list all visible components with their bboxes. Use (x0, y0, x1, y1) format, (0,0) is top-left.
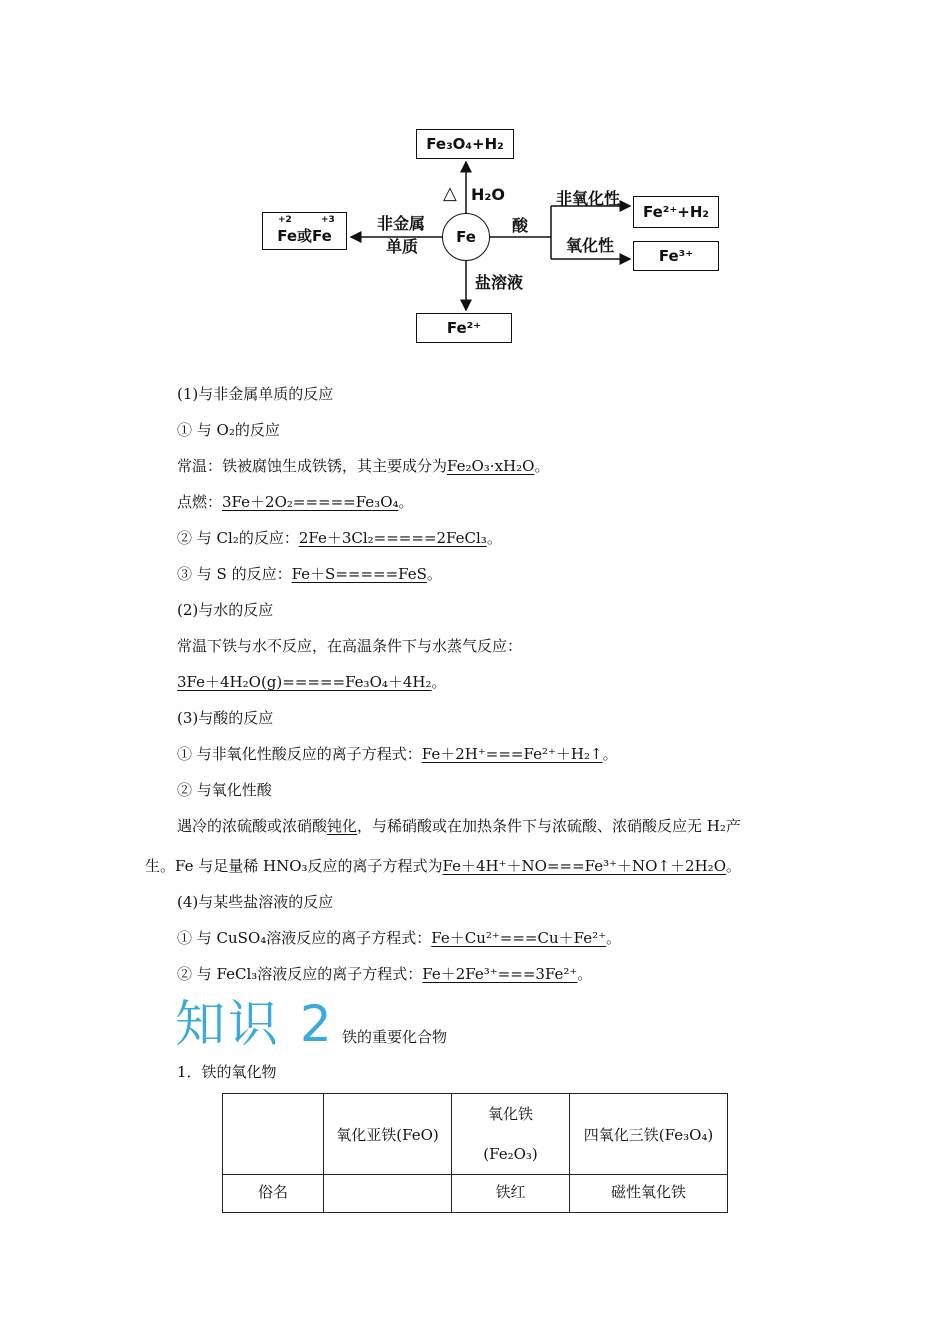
punct: 。 (577, 965, 593, 983)
punct: 。 (431, 673, 447, 691)
section-3-title: (3)与酸的反应 (177, 709, 274, 727)
nonoxidizing-acid-text: ① 与非氧化性酸反应的离子方程式： (177, 745, 422, 763)
oxidizing-acid-title: ② 与氧化性酸 (177, 781, 272, 799)
water-text: 常温下铁与水不反应，在高温条件下与水蒸气反应： (177, 637, 523, 655)
nitric-text: 生。Fe 与足量稀 HNO₃反应的离子方程式为 (145, 857, 443, 875)
room-temp-text: 常温：铁被腐蚀生成铁锈，其主要成分为 (177, 457, 448, 475)
cuso4-line (177, 928, 621, 948)
cuso4-text: ① 与 CuSO₄溶液反应的离子方程式： (177, 929, 432, 947)
salt-solution-label: 盐溶液 (475, 273, 524, 292)
fecl3-text: ② 与 FeCl₃溶液反应的离子方程式： (177, 965, 423, 983)
section-1-title: (1)与非金属单质的反应 (177, 385, 334, 403)
section-4-title: (4)与某些盐溶液的反应 (177, 893, 334, 911)
section-2-title: (2)与水的反应 (177, 601, 274, 619)
room-temp-line (177, 456, 549, 476)
burn-text: 点燃： (177, 493, 223, 511)
right-bottom-box: Fe³⁺ (633, 241, 719, 271)
nonmetal-label-2: 单质 (386, 237, 419, 256)
punct: 。 (534, 457, 550, 475)
knowledge-2-heading: 知识 2 (175, 995, 335, 1053)
iron-center-node: Fe (442, 213, 490, 261)
passivation-text-1: 遇冷的浓硫酸或浓硝酸 (177, 817, 328, 835)
left-ox-state-2: +3 (321, 215, 335, 225)
water-label: H₂O (471, 185, 505, 204)
fecl3-formula: Fe＋2Fe³⁺===3Fe²⁺ (422, 965, 578, 983)
table-header-cell (223, 1094, 324, 1175)
passivation-term: 钝化 (327, 817, 358, 835)
nonoxidizing-label: 非氧化性 (556, 189, 621, 208)
table-cell: 磁性氧化铁 (570, 1175, 728, 1213)
water-formula: 3Fe＋4H₂O(g)=====Fe₃O₄＋4H₂ (177, 673, 432, 691)
fe2o3-formula: (Fe₂O₃) (483, 1145, 538, 1163)
passivation-line (177, 816, 741, 836)
table-header-row (223, 1094, 728, 1175)
table-cell: 铁红 (452, 1175, 570, 1213)
acid-label: 酸 (512, 216, 529, 235)
iron-oxides-title: 1．铁的氧化物 (177, 1063, 277, 1081)
right-top-box: Fe²⁺+H₂ (633, 196, 719, 228)
punct: 。 (426, 565, 442, 583)
cl2-text: ② 与 Cl₂的反应： (177, 529, 299, 547)
left-ox-state-1: +2 (278, 215, 292, 225)
table-cell: 俗名 (223, 1175, 324, 1213)
water-formula-line (177, 672, 447, 692)
left-product-box: Fe或Fe (262, 212, 347, 250)
table-row (223, 1175, 728, 1213)
oxidizing-label: 氧化性 (566, 236, 615, 255)
nitric-formula: Fe＋4H⁺＋NO===Fe³⁺＋NO↑＋2H₂O (442, 857, 726, 875)
iron-oxides-table (222, 1093, 728, 1213)
cl2-line (177, 528, 502, 548)
punct: 。 (726, 857, 742, 875)
heat-symbol: △ (443, 183, 457, 204)
nonoxidizing-acid-line (177, 744, 618, 764)
o2-reaction-title: ① 与 O₂的反应 (177, 421, 280, 439)
punct: 。 (602, 745, 618, 763)
punct: 。 (606, 929, 622, 947)
nonmetal-label-1: 非金属 (377, 214, 426, 233)
burn-formula: 3Fe＋2O₂=====Fe₃O₄ (222, 493, 399, 511)
bottom-product-box: Fe²⁺ (416, 313, 512, 343)
knowledge-2-subtitle: 铁的重要化合物 (342, 1028, 448, 1046)
table-header-cell: 四氧化三铁(Fe₃O₄) (570, 1094, 728, 1175)
cl2-formula: 2Fe＋3Cl₂=====2FeCl₃ (298, 529, 487, 547)
punct: 。 (486, 529, 502, 547)
burn-line (177, 492, 414, 512)
fecl3-line (177, 964, 592, 984)
fe2o3-name: 氧化铁 (487, 1105, 533, 1123)
iron-reaction-diagram (255, 118, 735, 358)
cuso4-formula: Fe＋Cu²⁺===Cu＋Fe²⁺ (431, 929, 607, 947)
table-cell (324, 1175, 452, 1213)
passivation-text-2: ，与稀硝酸或在加热条件下与浓硫酸、浓硝酸反应无 H₂产 (357, 817, 741, 835)
s-line (177, 564, 442, 584)
punct: 。 (398, 493, 414, 511)
s-text: ③ 与 S 的反应： (177, 565, 292, 583)
nonoxidizing-acid-formula: Fe＋2H⁺===Fe²⁺＋H₂↑ (421, 745, 603, 763)
nitric-line (145, 856, 741, 876)
table-header-cell: 氧化亚铁(FeO) (324, 1094, 452, 1175)
rust-formula: Fe₂O₃·xH₂O (447, 457, 535, 475)
top-product-box: Fe₃O₄+H₂ (416, 129, 514, 159)
s-formula: Fe＋S=====FeS (291, 565, 427, 583)
table-header-cell (452, 1094, 570, 1175)
